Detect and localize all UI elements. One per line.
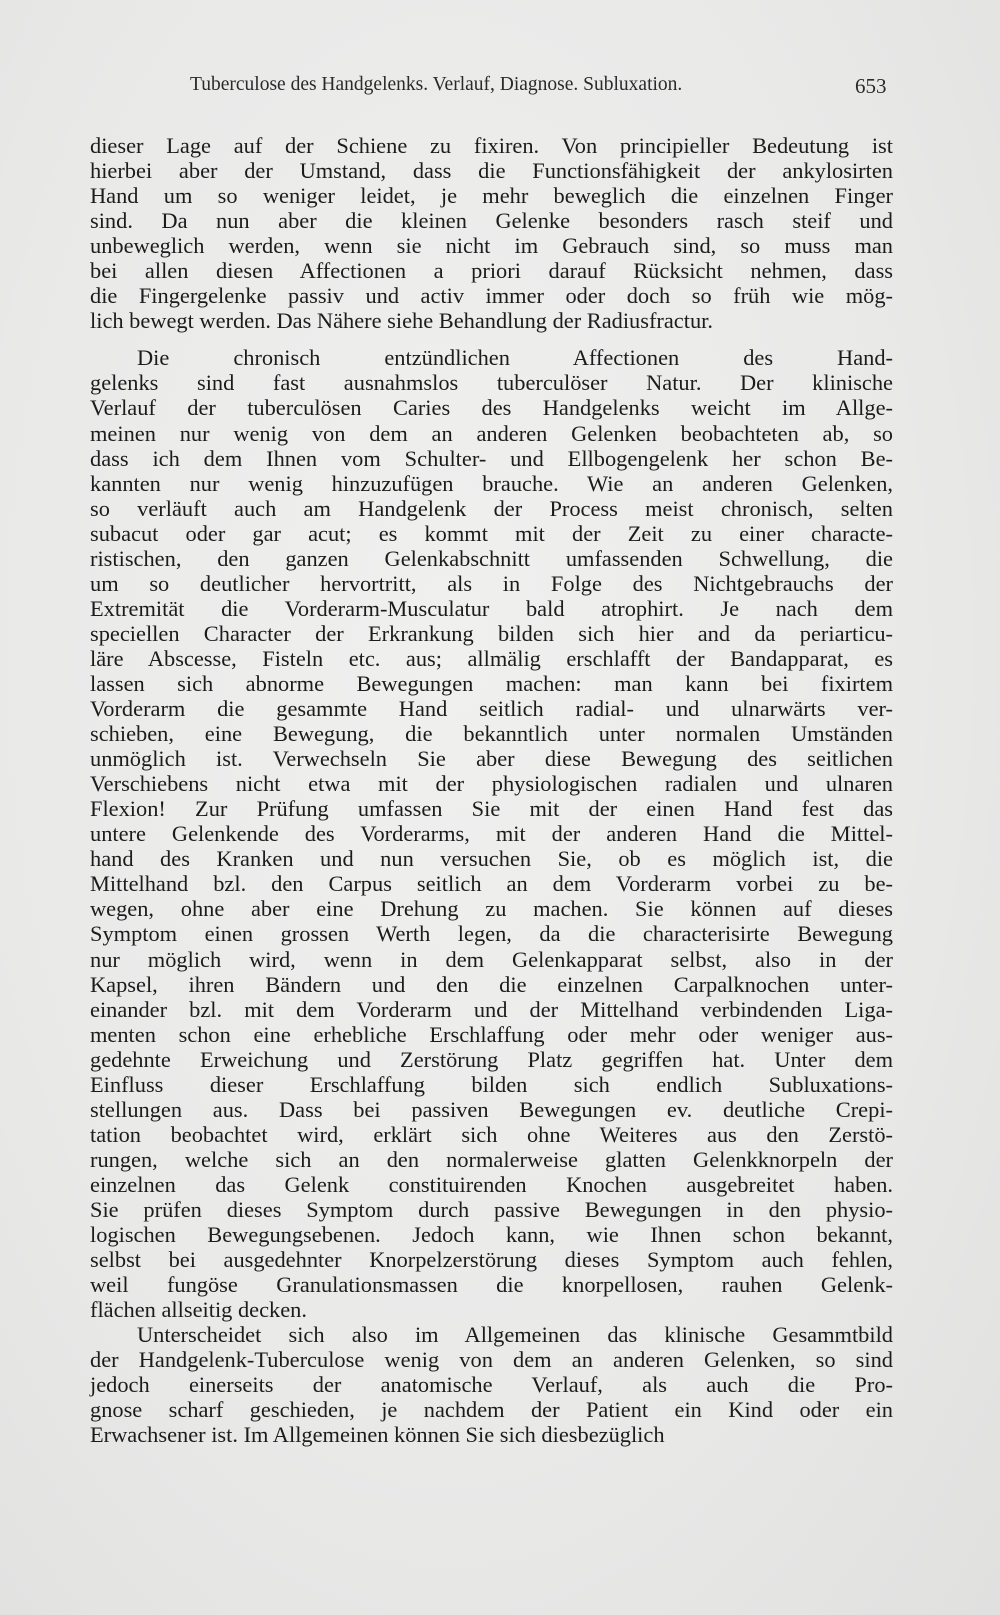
body-text (90, 133, 893, 1447)
text-line: untere Gelenkende des Vorderarms, mit der anderen Hand die Mittel- (90, 821, 893, 847)
text-line: dass ich dem Ihnen vom Schulter- und Ellbogengelenk her schon Be- (90, 445, 893, 471)
text-line: um so deutlicher hervortritt, als in Folge des Nichtgebrauchs der (90, 570, 893, 596)
text-line: Einfluss dieser Erschlaffung bilden sich endlich Subluxations- (90, 1071, 893, 1097)
text-line: einander bzl. mit dem Vorderarm und der Mittelhand verbindenden Liga- (90, 996, 893, 1022)
text-line: Verschiebens nicht etwa mit der physiologischen radialen und ulnaren (90, 771, 893, 797)
text-line: läre Abscesse, Fisteln etc. aus; allmälig erschlafft der Bandapparat, es (90, 645, 893, 671)
text-line: stellungen aus. Dass bei passiven Bewegungen ev. deutliche Crepi- (90, 1096, 893, 1122)
running-head: Tuberculose des Handgelenks. Verlauf, Diagnose. Subluxation. (190, 74, 683, 95)
page-number: 653 (855, 74, 887, 98)
text-line: einzelnen das Gelenk constituirenden Knochen ausgebreitet haben. (90, 1171, 893, 1197)
text-line: hierbei aber der Umstand, dass die Functionsfähigkeit der ankylosirten (90, 158, 893, 184)
text-line: Erwachsener ist. Im Allgemeinen können Sie sich diesbezüglich (90, 1422, 665, 1448)
text-line: dieser Lage auf der Schiene zu fixiren. Von principieller Bedeutung ist (90, 133, 893, 158)
text-line: Hand um so weniger leidet, je mehr beweglich die einzelnen Finger (90, 183, 893, 209)
text-line: Mittelhand bzl. den Carpus seitlich an dem Vorderarm vorbei zu be- (90, 871, 893, 897)
text-line: subacut oder gar acut; es kommt mit der Zeit zu einer characte- (90, 520, 893, 546)
text-line: Die chronisch entzündlichen Affectionen des Hand- (137, 345, 893, 371)
text-line: gnose scharf geschieden, je nachdem der Patient ein Kind oder ein (90, 1397, 893, 1423)
text-line: flächen allseitig decken. (90, 1297, 307, 1323)
text-line: nur möglich wird, wenn in dem Gelenkapparat selbst, also in der (90, 946, 893, 972)
text-line: Flexion! Zur Prüfung umfassen Sie mit der einen Hand fest das (90, 796, 893, 822)
text-line: kannten nur wenig hinzuzufügen brauche. Wie an anderen Gelenken, (90, 470, 893, 496)
paragraph-1 (90, 133, 893, 333)
text-line: sind. Da nun aber die kleinen Gelenke besonders rasch steif und (90, 208, 893, 234)
text-line: Symptom einen grossen Werth legen, da die characterisirte Bewegung (90, 921, 893, 947)
text-line: lassen sich abnorme Bewegungen machen: man kann bei fixirtem (90, 670, 893, 696)
text-line: selbst bei ausgedehnter Knorpelzerstörung dieses Symptom auch fehlen, (90, 1247, 893, 1273)
text-line: schieben, eine Bewegung, die bekanntlich unter normalen Umständen (90, 721, 893, 747)
text-line: ristischen, den ganzen Gelenkabschnitt umfassenden Schwellung, die (90, 545, 893, 571)
text-line: gedehnte Erweichung und Zerstörung Platz gegriffen hat. Unter dem (90, 1046, 893, 1072)
text-line: unmöglich ist. Verwechseln Sie aber diese Bewegung des seitlichen (90, 746, 893, 772)
text-line: lich bewegt werden. Das Nähere siehe Behandlung der Radiusfractur. (90, 308, 713, 334)
text-line: jedoch einerseits der anatomische Verlauf, als auch die Pro- (90, 1372, 893, 1398)
text-line: Kapsel, ihren Bändern und den die einzelnen Carpalknochen unter- (90, 971, 893, 997)
text-line: Unterscheidet sich also im Allgemeinen das klinische Gesammtbild (137, 1322, 893, 1348)
text-line: logischen Bewegungsebenen. Jedoch kann, wie Ihnen schon bekannt, (90, 1222, 893, 1248)
text-line: Vorderarm die gesammte Hand seitlich radial- und ulnarwärts ver- (90, 696, 893, 722)
text-line: Sie prüfen dieses Symptom durch passive Bewegungen in den physio- (90, 1196, 893, 1222)
paragraph-2 (90, 345, 893, 1322)
text-line: der Handgelenk-Tuberculose wenig von dem an anderen Gelenken, so sind (90, 1347, 893, 1373)
text-line: rungen, welche sich an den normalerweise glatten Gelenkknorpeln der (90, 1146, 893, 1172)
text-line: gelenks sind fast ausnahmslos tuberculöser Natur. Der klinische (90, 370, 893, 396)
text-line: unbeweglich werden, wenn sie nicht im Gebrauch sind, so muss man (90, 233, 893, 259)
paragraph-3 (90, 1322, 893, 1447)
text-line: Extremität die Vorderarm-Musculatur bald atrophirt. Je nach dem (90, 595, 893, 621)
text-line: die Fingergelenke passiv und activ immer oder doch so früh wie mög- (90, 283, 893, 309)
text-line: wegen, ohne aber eine Drehung zu machen. Sie können auf dieses (90, 896, 893, 922)
text-line: so verläuft auch am Handgelenk der Process meist chronisch, selten (90, 495, 893, 521)
text-line: meinen nur wenig von dem an anderen Gelenken beobachteten ab, so (90, 420, 893, 446)
text-line: weil fungöse Granulationsmassen die knorpellosen, rauhen Gelenk- (90, 1272, 893, 1298)
text-line: hand des Kranken und nun versuchen Sie, ob es möglich ist, die (90, 846, 893, 872)
text-line: speciellen Character der Erkrankung bilden sich hier and da periarticu- (90, 620, 893, 646)
text-line: bei allen diesen Affectionen a priori darauf Rücksicht nehmen, dass (90, 258, 893, 284)
text-line: menten schon eine erhebliche Erschlaffung oder mehr oder weniger aus- (90, 1021, 893, 1047)
text-line: Verlauf der tuberculösen Caries des Handgelenks weicht im Allge- (90, 395, 893, 421)
text-line: tation beobachtet wird, erklärt sich ohne Weiteres aus den Zerstö- (90, 1121, 893, 1147)
